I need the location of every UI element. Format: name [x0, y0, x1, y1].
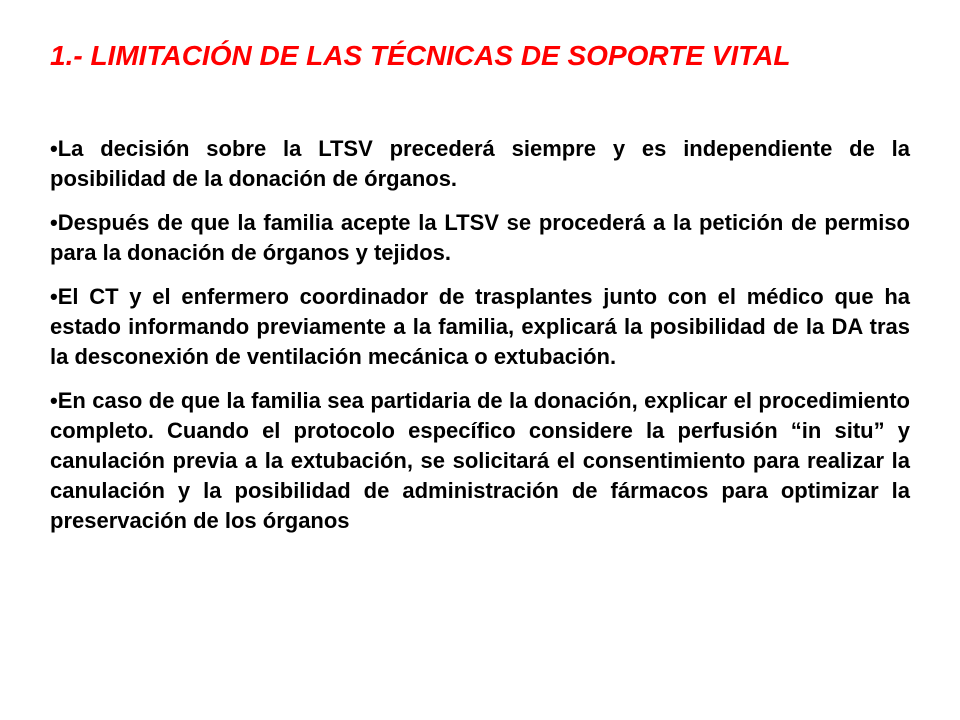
bullet-item: • Después de que la familia acepte la LTSV se procederá a la petición de permiso para la donación de órganos y tejidos.	[50, 208, 910, 268]
slide-title: 1.- LIMITACIÓN DE LAS TÉCNICAS DE SOPORTE VITAL	[50, 40, 791, 71]
bullet-item: • El CT y el enfermero coordinador de trasplantes junto con el médico que ha estado informando previamente a la familia, explicará la posibilidad de la DA tras la desconexión de ventilación mecánica o extubación.	[50, 282, 910, 372]
bullet-list	[50, 134, 910, 550]
bullet-item: • La decisión sobre la LTSV precederá siempre y es independiente de la posibilidad de la donación de órganos.	[50, 134, 910, 194]
bullet-item: • En caso de que la familia sea partidaria de la donación, explicar el procedimiento completo. Cuando el protocolo específico considere la perfusión “in situ” y canulación previa a la extubación, se solicitará el consentimiento para realizar la canulación y la posibilidad de administración de fármacos para optimizar la preservación de los órganos	[50, 386, 910, 536]
